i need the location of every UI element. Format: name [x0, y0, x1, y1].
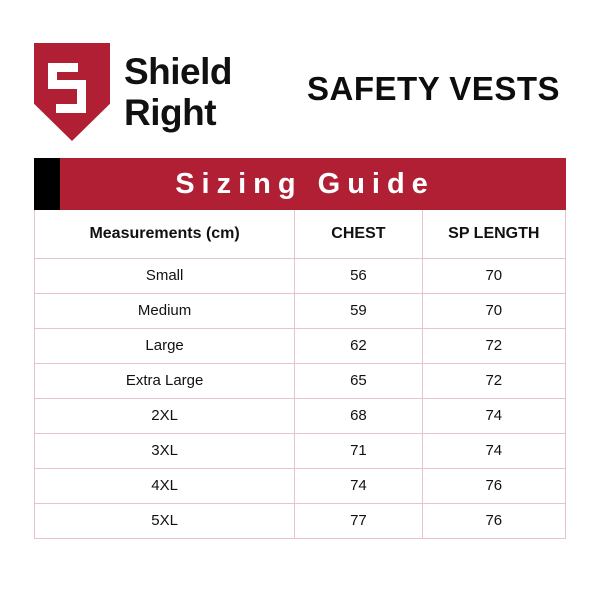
column-header-sp-length: SP LENGTH	[422, 210, 565, 258]
table-row	[35, 398, 566, 433]
product-title: SAFETY VESTS	[307, 70, 560, 107]
cell-chest: 74	[295, 468, 422, 503]
table-row	[35, 468, 566, 503]
banner-title: Sizing Guide	[175, 167, 435, 200]
brand-name	[124, 51, 232, 134]
table-row	[35, 433, 566, 468]
cell-sp-length: 72	[422, 363, 565, 398]
sizing-table	[34, 210, 566, 539]
cell-size: 4XL	[35, 468, 295, 503]
cell-size: Small	[35, 258, 295, 293]
table-row	[35, 503, 566, 538]
table-row	[35, 293, 566, 328]
cell-sp-length: 72	[422, 328, 565, 363]
cell-chest: 62	[295, 328, 422, 363]
brand-name-line2: Right	[124, 92, 217, 133]
cell-size: 3XL	[35, 433, 295, 468]
cell-chest: 77	[295, 503, 422, 538]
brand-lockup	[34, 43, 232, 141]
cell-sp-length: 76	[422, 503, 565, 538]
cell-sp-length: 74	[422, 398, 565, 433]
cell-sp-length: 70	[422, 293, 565, 328]
cell-chest: 65	[295, 363, 422, 398]
shield-logo-icon	[34, 43, 110, 141]
table-row	[35, 328, 566, 363]
cell-size: Medium	[35, 293, 295, 328]
table-head	[35, 210, 566, 258]
page-header	[0, 0, 600, 150]
cell-size: 2XL	[35, 398, 295, 433]
table-body	[35, 258, 566, 538]
sizing-table-wrapper	[34, 210, 566, 539]
cell-size: Large	[35, 328, 295, 363]
cell-chest: 71	[295, 433, 422, 468]
table-header-row	[35, 210, 566, 258]
cell-size: Extra Large	[35, 363, 295, 398]
cell-chest: 68	[295, 398, 422, 433]
brand-name-line1: Shield	[124, 50, 233, 92]
cell-chest: 56	[295, 258, 422, 293]
cell-sp-length: 70	[422, 258, 565, 293]
column-header-measurements: Measurements (cm)	[35, 210, 295, 258]
cell-sp-length: 74	[422, 433, 565, 468]
column-header-chest: CHEST	[295, 210, 422, 258]
table-row	[35, 363, 566, 398]
cell-chest: 59	[295, 293, 422, 328]
banner-notch	[34, 158, 60, 210]
cell-size: 5XL	[35, 503, 295, 538]
letter-s-mark	[48, 63, 96, 113]
cell-sp-length: 76	[422, 468, 565, 503]
table-row	[35, 258, 566, 293]
sizing-guide-banner	[34, 158, 566, 210]
